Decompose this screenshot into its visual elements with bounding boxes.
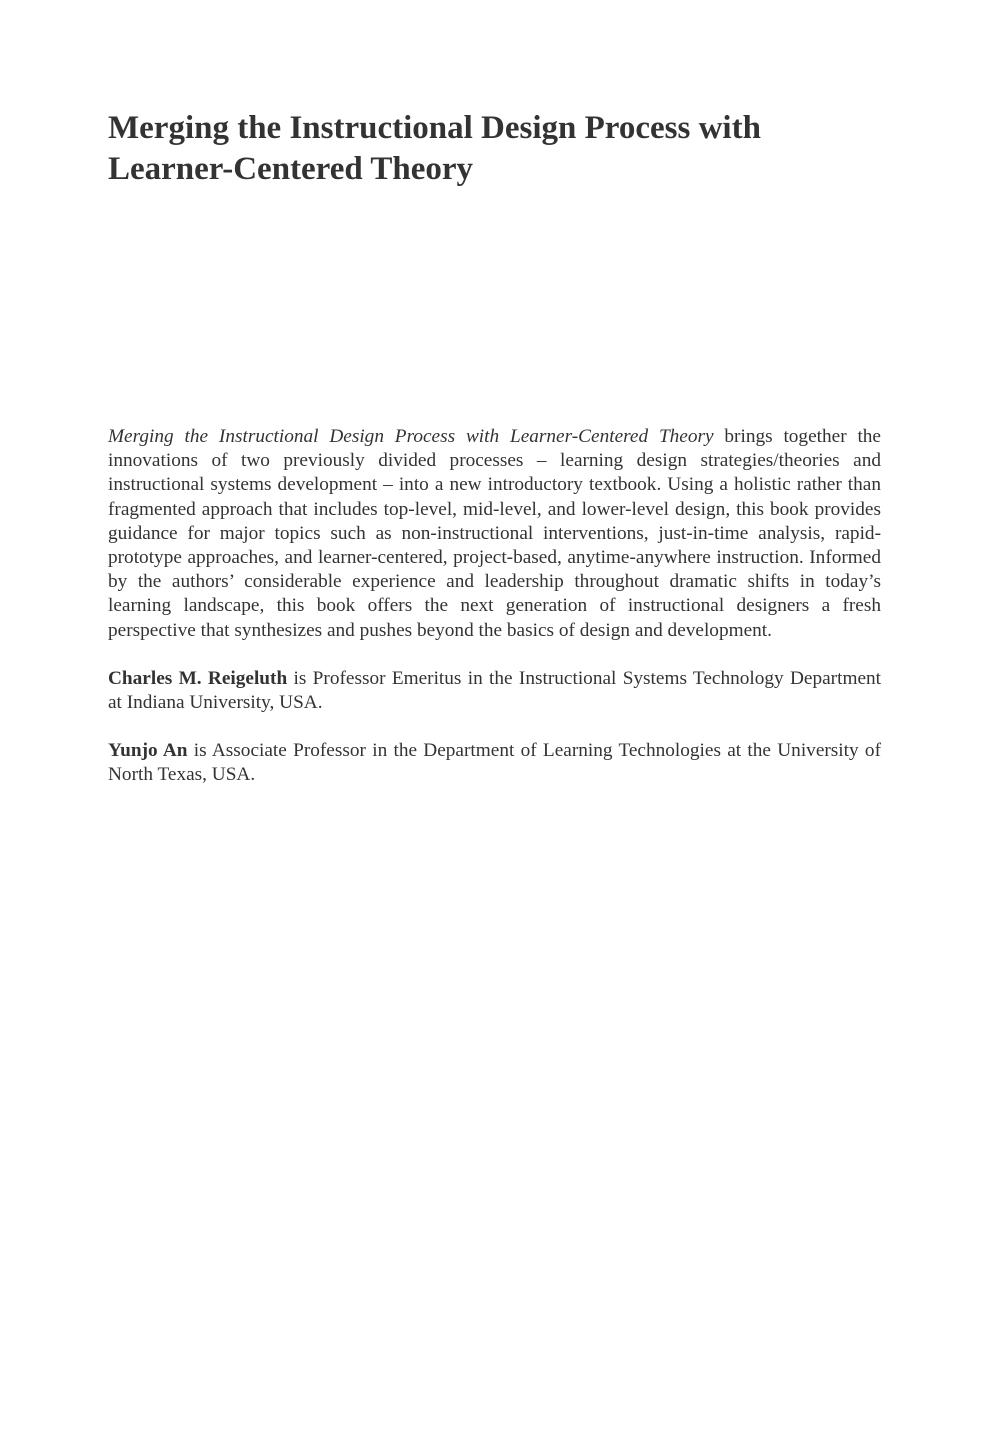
book-title-line: Merging the Instructional Design Process with xyxy=(108,110,761,146)
author-bio-text: is Professor Emeritus in the Instructional Systems Technology Department at Indiana University, USA. xyxy=(108,667,882,714)
description-paragraph xyxy=(108,425,881,643)
author-bio xyxy=(108,739,881,787)
book-title-line: Learner-Centered Theory xyxy=(108,151,474,187)
book-blurb xyxy=(108,425,881,788)
book-title xyxy=(108,108,888,190)
description-text: brings together the innovations of two previously divided processes – learning design strategies/theories and instructional systems development – into a new introductory textbook. Using a holistic rather than fragmented approach that includes top-level, mid-level, and lower-level design, this book provides guidance for major topics such as non-instructional interventions, just-in-time analysis, rapid-prototype approaches, and learner-centered, project-based, anytime-anywhere instruction. Informed by the authors’ considerable experience and leadership throughout dramatic shifts in today’s learning landscape, this book offers the next generation of instructional designers a fresh perspective that synthesizes and pushes beyond the basics of design and development. xyxy=(108,426,881,641)
author-name: Charles M. Reigeluth xyxy=(108,667,288,689)
author-bio-text: is Associate Professor in the Department of Learning Technologies at the University of North Texas, USA. xyxy=(108,740,881,786)
author-bio xyxy=(108,667,881,715)
description-book-title: Merging the Instructional Design Process with Learner-Centered Theory xyxy=(108,426,714,447)
author-name: Yunjo An xyxy=(108,740,188,762)
